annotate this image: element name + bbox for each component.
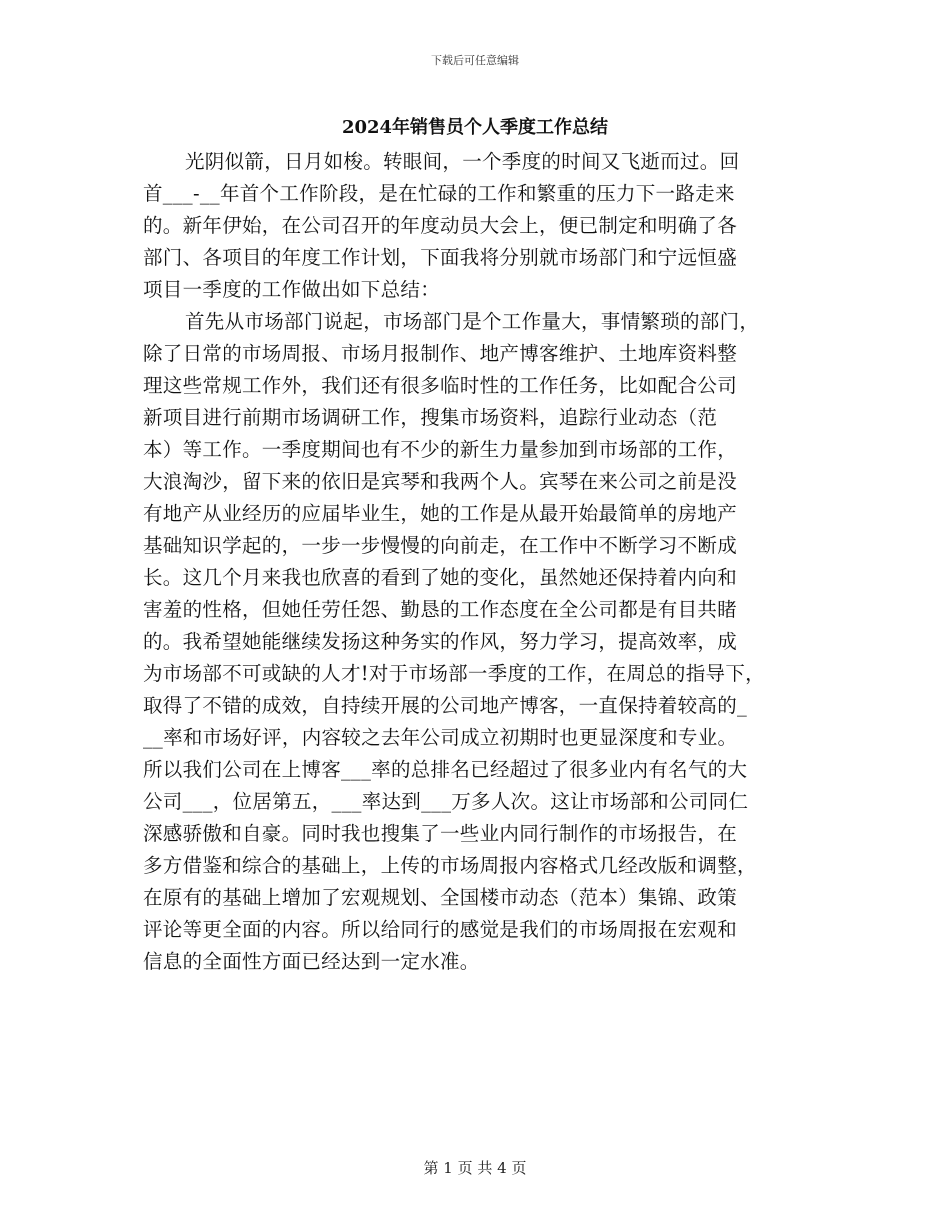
document-title: 2024年销售员个人季度工作总结 [341, 117, 609, 138]
body-line: 信息的全面性方面已经达到一定水准。 [143, 950, 480, 973]
body-line: 的。我希望她能继续发扬这种务实的作风，努力学习，提高效率，成 [143, 630, 738, 653]
body-line: 项目一季度的工作做出如下总结： [143, 278, 441, 301]
document-body [143, 146, 823, 978]
body-line: __率和市场好评，内容较之去年公司成立初期时也更显深度和专业。 [143, 726, 738, 749]
body-line: 除了日常的市场周报、市场月报制作、地产博客维护、土地库资料整 [143, 342, 738, 365]
page-number-footer: 第 1 页 共 4 页 [423, 1159, 527, 1177]
body-line: 多方借鉴和综合的基础上，上传的市场周报内容格式几经改版和调整， [143, 854, 757, 877]
body-line: 为市场部不可或缺的人才!对于市场部一季度的工作，在周总的指导下， [143, 662, 765, 685]
body-line: 大浪淘沙，留下来的依旧是宾琴和我两个人。宾琴在来公司之前是没 [143, 470, 738, 493]
body-line: 部门、各项目的年度工作计划，下面我将分别就市场部门和宁远恒盛 [143, 246, 738, 269]
body-line: 理这些常规工作外，我们还有很多临时性的工作任务，比如配合公司 [143, 374, 738, 397]
body-line: 深感骄傲和自豪。同时我也搜集了一些业内同行制作的市场报告，在 [143, 822, 738, 845]
body-line: 本）等工作。一季度期间也有不少的新生力量参加到市场部的工作， [143, 438, 738, 461]
body-line: 在原有的基础上增加了宏观规划、全国楼市动态（范本）集锦、政策 [143, 886, 738, 909]
body-line: 光阴似箭，日月如梭。转眼间，一个季度的时间又飞逝而过。回 [185, 150, 740, 173]
body-line: 长。这几个月来我也欣喜的看到了她的变化，虽然她还保持着内向和 [143, 566, 738, 589]
body-line: 首___-__年首个工作阶段，是在忙碌的工作和繁重的压力下一路走来 [143, 182, 735, 205]
body-line: 新项目进行前期市场调研工作，搜集市场资料，追踪行业动态（范 [143, 406, 718, 429]
body-line: 取得了不错的成效，自持续开展的公司地产博客，一直保持着较高的_ [143, 694, 748, 717]
body-line: 所以我们公司在上博客___率的总排名已经超过了很多业内有名气的大 [143, 758, 748, 781]
body-line: 首先从市场部门说起，市场部门是个工作量大，事情繁琐的部门， [185, 310, 760, 333]
body-line: 害羞的性格，但她任劳任怨、勤恳的工作态度在全公司都是有目共睹 [143, 598, 738, 621]
page-header-note: 下载后可任意编辑 [431, 54, 519, 67]
body-line: 的。新年伊始，在公司召开的年度动员大会上，便已制定和明确了各 [143, 214, 738, 237]
body-line: 有地产从业经历的应届毕业生，她的工作是从最开始最简单的房地产 [143, 502, 738, 525]
body-line: 评论等更全面的内容。所以给同行的感觉是我们的市场周报在宏观和 [143, 918, 738, 941]
body-line: 基础知识学起的，一步一步慢慢的向前走，在工作中不断学习不断成 [143, 534, 738, 557]
body-line: 公司___，位居第五，___率达到___万多人次。这让市场部和公司同仁 [143, 790, 749, 813]
